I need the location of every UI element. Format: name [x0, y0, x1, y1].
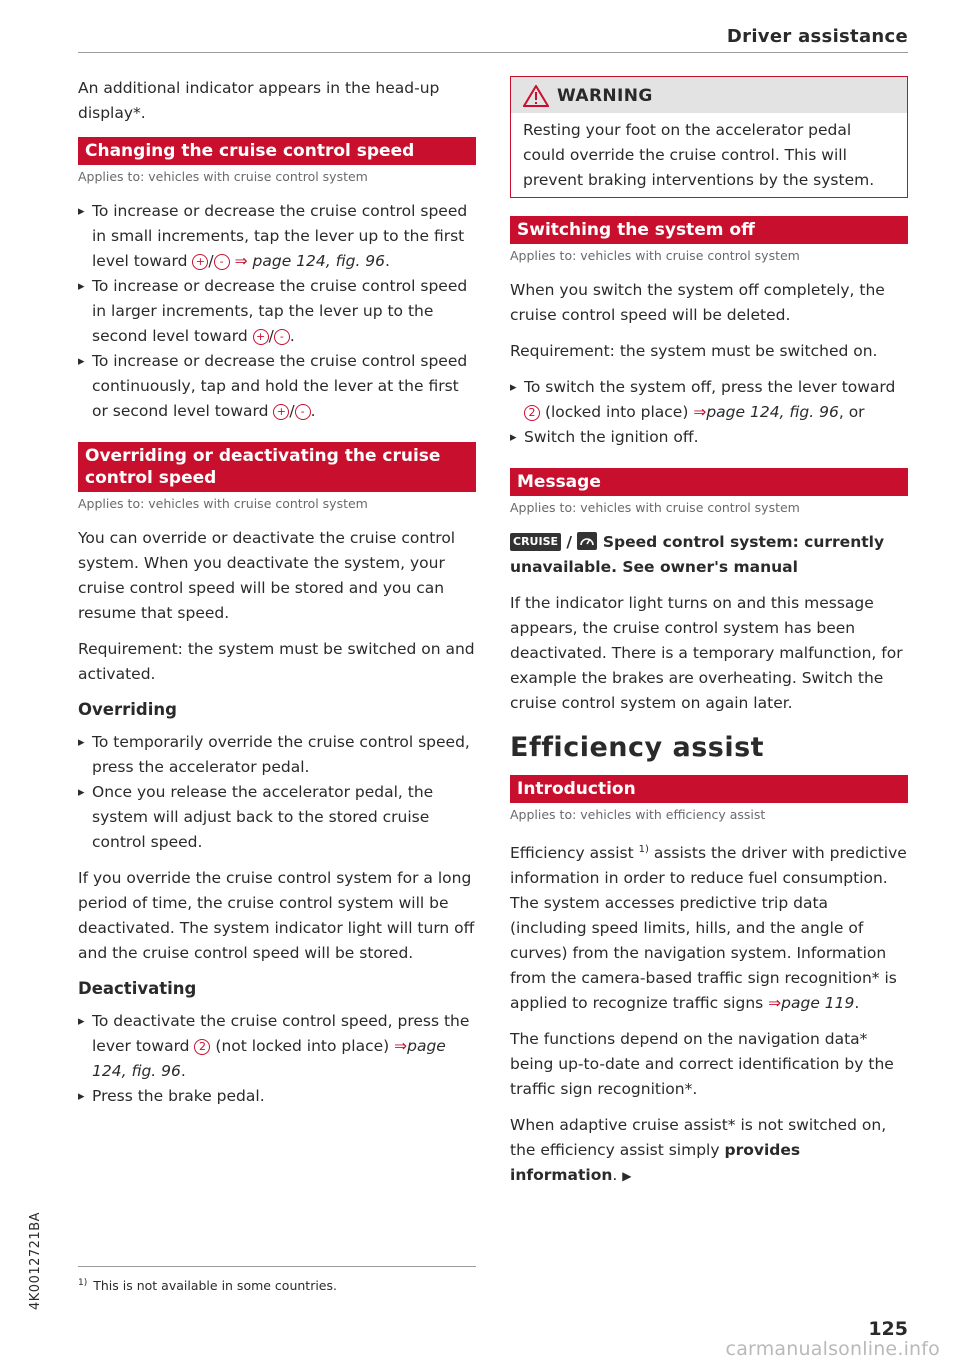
page-reference-link[interactable]: page 119 — [781, 994, 855, 1012]
list-item: ▸ Press the brake pedal. — [78, 1084, 476, 1109]
warning-text: Resting your foot on the accelerator pedal could override the cruise control. This will prevent braking interventions by the system. — [523, 121, 875, 189]
speedometer-icon — [577, 532, 597, 550]
plus-symbol-icon: + — [253, 329, 269, 345]
paragraph: You can override or deactivate the cruise control system. When you deactivate the system, your cruise control speed will be stored and you can resume that speed. — [78, 529, 456, 622]
page-ref-arrow-icon: ⇒ — [234, 252, 248, 270]
document-code: 4K0012721BA — [28, 1211, 43, 1310]
paragraph: Requirement: the system must be switched on. — [510, 342, 878, 360]
chapter-heading: Efficiency assist — [510, 732, 765, 763]
deactivating-steps — [78, 1009, 476, 1109]
minus-symbol-icon: - — [214, 254, 230, 270]
page-reference-link[interactable]: page 124, fig. 96 — [92, 1037, 446, 1080]
cruise-indicator-icon: CRUISE — [510, 533, 561, 551]
page-reference-link[interactable]: page 124, fig. 96 — [252, 252, 386, 270]
list-item: ▸ To increase or decrease the cruise control speed in larger increments, tap the lever up to the second level toward + / - . — [78, 274, 476, 349]
continue-arrow-icon: ▶ — [622, 1169, 632, 1183]
section-title-message: Message — [510, 468, 908, 496]
page-ref-arrow-icon: ⇒ — [693, 403, 707, 421]
page-number: 125 — [868, 1318, 908, 1340]
list-item: ▸ To increase or decrease the cruise control speed in small increments, tap the lever up to the first level toward + / - ⇒ page 124, fig. 96. — [78, 199, 476, 274]
page-reference-link[interactable]: page 124, fig. 96 — [706, 403, 839, 421]
page-ref-arrow-icon: ⇒ — [394, 1037, 408, 1055]
applies-to-note: Applies to: vehicles with efficiency assist — [510, 807, 766, 822]
paragraph: The functions depend on the navigation data* being up-to-date and correct identification by the traffic sign recognition*. — [510, 1030, 894, 1098]
footnote-rule — [78, 1266, 476, 1267]
plus-symbol-icon: + — [192, 254, 208, 270]
section-title-override: Overriding or deactivating the cruise control speed — [78, 442, 476, 492]
list-item: ▸ To temporarily override the cruise control speed, press the accelerator pedal. — [78, 730, 476, 780]
minus-symbol-icon: - — [274, 329, 290, 345]
watermark: carmanualsonline.info — [725, 1338, 940, 1360]
intro-text: An additional indicator appears in the head-up display*. — [78, 79, 440, 122]
warning-header — [511, 77, 907, 113]
page-ref-arrow-icon: ⇒ — [768, 994, 782, 1012]
callout-number-icon: 2 — [194, 1039, 210, 1055]
list-item: ▸ Once you release the accelerator pedal, the system will adjust back to the stored cruise control speed. — [78, 780, 476, 855]
section-title-switch-off: Switching the system off — [510, 216, 908, 244]
warning-triangle-icon — [523, 85, 549, 107]
list-item: ▸ To increase or decrease the cruise control speed continuously, tap and hold the lever at the first or second level toward + / - . — [78, 349, 476, 424]
list-item: ▸ Switch the ignition off. — [510, 425, 908, 450]
applies-to-note: Applies to: vehicles with cruise control system — [510, 500, 800, 515]
callout-number-icon: 2 — [524, 405, 540, 421]
paragraph: If you override the cruise control system for a long period of time, the cruise control system will be deactivated. The system indicator light will turn off and the cruise control speed will be stored. — [78, 869, 475, 962]
paragraph: When adaptive cruise assist* is not switched on, the efficiency assist simply provides information. ▶ — [510, 1116, 887, 1184]
section-header: Driver assistance — [726, 26, 908, 47]
header-rule — [78, 52, 908, 53]
message-title: CRUISE / Speed control system: currently unavailable. See owner's manual — [510, 533, 885, 576]
right-column — [510, 76, 908, 1200]
footnote: $^{1)}$ This is not available in some countries. — [78, 1278, 337, 1293]
section-title-introduction: Introduction — [510, 775, 908, 803]
section-title-changing-speed: Changing the cruise control speed — [78, 137, 476, 165]
paragraph: Efficiency assist $^{1)}$ assists the driver with predictive information in order to reduce fuel consumption. The system accesses predictive trip data (including speed limits, hills, and the angle of curves) from the navigation system. Information from the camera-based traffic sign recognition* is applied to recognize traffic signs ⇒page 119. — [510, 844, 907, 1012]
list-item: ▸ To deactivate the cruise control speed, press the lever toward 2 (not locked into place) ⇒page 124, fig. 96. — [78, 1009, 476, 1084]
warning-title: WARNING — [557, 86, 653, 106]
applies-to-note: Applies to: vehicles with cruise control system — [78, 496, 368, 511]
left-column — [78, 76, 476, 1120]
applies-to-note: Applies to: vehicles with cruise control system — [510, 248, 800, 263]
footnote-marker: 1) — [638, 844, 649, 855]
plus-symbol-icon: + — [273, 404, 289, 420]
warning-box — [510, 76, 908, 198]
overriding-steps — [78, 730, 476, 855]
changing-speed-steps — [78, 199, 476, 424]
switch-off-steps — [510, 375, 908, 450]
paragraph: Requirement: the system must be switched on and activated. — [78, 640, 475, 683]
subheading-deactivating: Deactivating — [78, 979, 197, 998]
applies-to-note: Applies to: vehicles with cruise control system — [78, 169, 368, 184]
subheading-overriding: Overriding — [78, 700, 177, 719]
list-item: ▸ To switch the system off, press the lever toward 2 (locked into place) ⇒page 124, fig. 96, or — [510, 375, 908, 425]
minus-symbol-icon: - — [295, 404, 311, 420]
paragraph: If the indicator light turns on and this message appears, the cruise control system has been deactivated. There is a temporary malfunction, for example the brakes are overheating. Switch the cruise control system on again later. — [510, 594, 903, 712]
paragraph: When you switch the system off completely, the cruise control speed will be deleted. — [510, 281, 885, 324]
